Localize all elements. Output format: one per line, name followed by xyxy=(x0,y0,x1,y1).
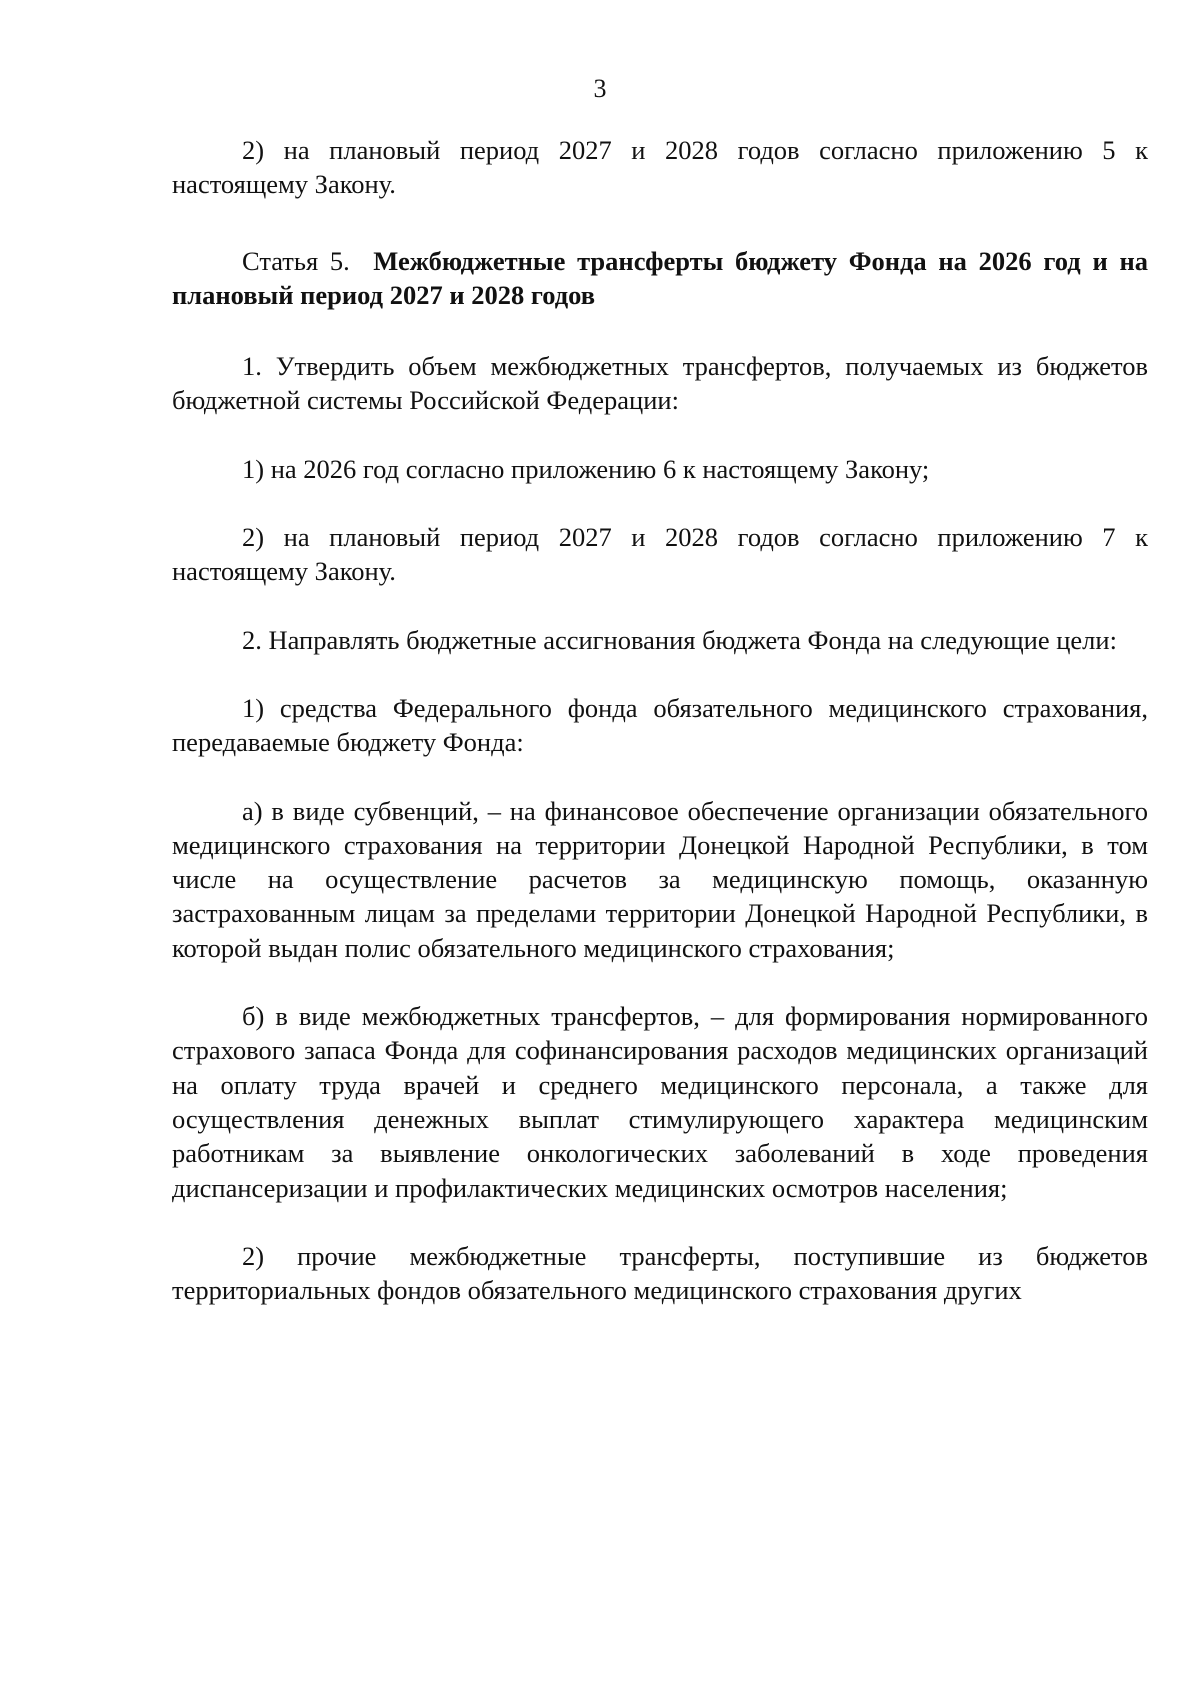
article-heading xyxy=(172,244,1148,313)
paragraph-federal-fund-means: 1) средства Федерального фонда обязательного медицинского страхования, передаваемые бюджету Фонда: xyxy=(172,692,1148,758)
page-number: 3 xyxy=(593,74,607,103)
paragraph-plan-period-appendix-7: 2) на плановый период 2027 и 2028 годов согласно приложению 7 к настоящему Закону. xyxy=(172,522,1148,587)
paragraph-2026-appendix-6: 1) на 2026 год согласно приложению 6 к настоящему Закону; xyxy=(242,453,930,484)
paragraph-plan-period-appendix-5: 2) на плановый период 2027 и 2028 годов согласно приложению 5 к настоящему Закону. xyxy=(172,135,1148,200)
paragraph-subventions: а) в виде субвенций, – на финансовое обеспечение организации обязательного медицинского страхования на территории Донецкой Народной Республики, в том числе на осуществление расчетов за медицинскую помощь, оказанную застрахованным лицам за пределами территории Донецкой Народной Республики, в которой выдан полис обязательного медицинского страхования; xyxy=(172,795,1148,963)
article-title: Межбюджетные трансферты бюджету Фонда на 2026 год и на плановый период 2027 и 2028 годов xyxy=(172,245,1148,310)
paragraph-interbudget-transfers: б) в виде межбюджетных трансфертов, – для формирования нормированного страхового запаса Фонда для софинансирования расходов медицинских организаций на оплату труда врачей и среднего медицинского персонала, а также для осуществления денежных выплат стимулирующего характера медицинским работникам за выявление онкологических заболеваний в ходе проведения диспансеризации и профилактических медицинских осмотров населения; xyxy=(172,1001,1148,1203)
paragraph-other-transfers: 2) прочие межбюджетные трансферты, поступившие из бюджетов территориальных фондов обязательного медицинского страхования других xyxy=(172,1240,1148,1306)
paragraph-approve-transfers: 1. Утвердить объем межбюджетных трансфертов, получаемых из бюджетов бюджетной системы Российской Федерации: xyxy=(172,351,1148,416)
document-body xyxy=(172,133,1148,1307)
article-label: Статья 5. xyxy=(242,245,350,276)
paragraph-direct-allocations: 2. Направлять бюджетные ассигнования бюджета Фонда на следующие цели: xyxy=(242,624,1117,655)
